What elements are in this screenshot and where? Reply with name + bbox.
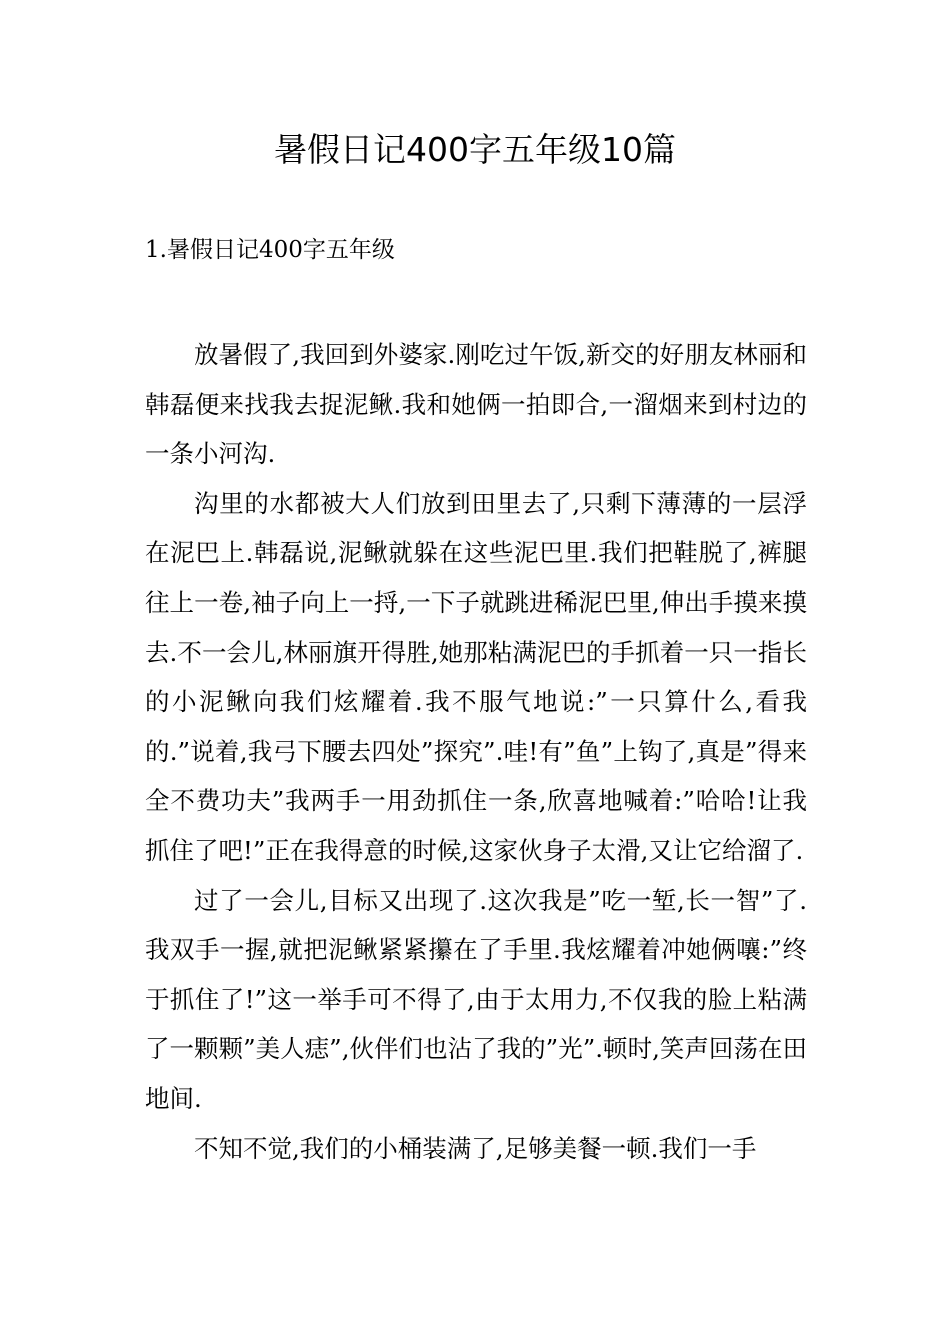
article-body (145, 330, 807, 1173)
paragraph: 不知不觉,我们的小桶装满了,足够美餐一顿.我们一手 (194, 1133, 757, 1163)
document-title: 暑假日记400字五年级10篇 (274, 130, 676, 169)
paragraph: 过了一会儿,目标又出现了.这次我是”吃一堑,长一智”了.我双手一握,就把泥鳅紧紧攥在了手里.我炫耀着冲她俩嚷:”终于抓住了!”这一举手可不得了,由于太用力,不仅我的脸上粘满了一颗颗”美人痣”,伙伴们也沾了我的”光”.顿时,笑声回荡在田地间. (145, 885, 807, 1113)
paragraph: 放暑假了,我回到外婆家.刚吃过午饭,新交的好朋友林丽和韩磊便来找我去捉泥鳅.我和她俩一拍即合,一溜烟来到村边的一条小河沟. (145, 340, 807, 469)
paragraph: 沟里的水都被大人们放到田里去了,只剩下薄薄的一层浮在泥巴上.韩磊说,泥鳅就躲在这些泥巴里.我们把鞋脱了,裤腿往上一卷,袖子向上一捋,一下子就跳进稀泥巴里,伸出手摸来摸去.不一会儿,林丽旗开得胜,她那粘满泥巴的手抓着一只一指长的小泥鳅向我们炫耀着.我不服气地说:”一只算什么,看我的.”说着,我弓下腰去四处”探究”.哇!有”鱼”上钩了,真是”得来全不费功夫”我两手一用劲抓住一条,欣喜地喊着:”哈哈!让我抓住了吧!”正在我得意的时候,这家伙身子太滑,又让它给溜了. (145, 488, 807, 865)
section-heading: 1.暑假日记400字五年级 (145, 237, 395, 263)
